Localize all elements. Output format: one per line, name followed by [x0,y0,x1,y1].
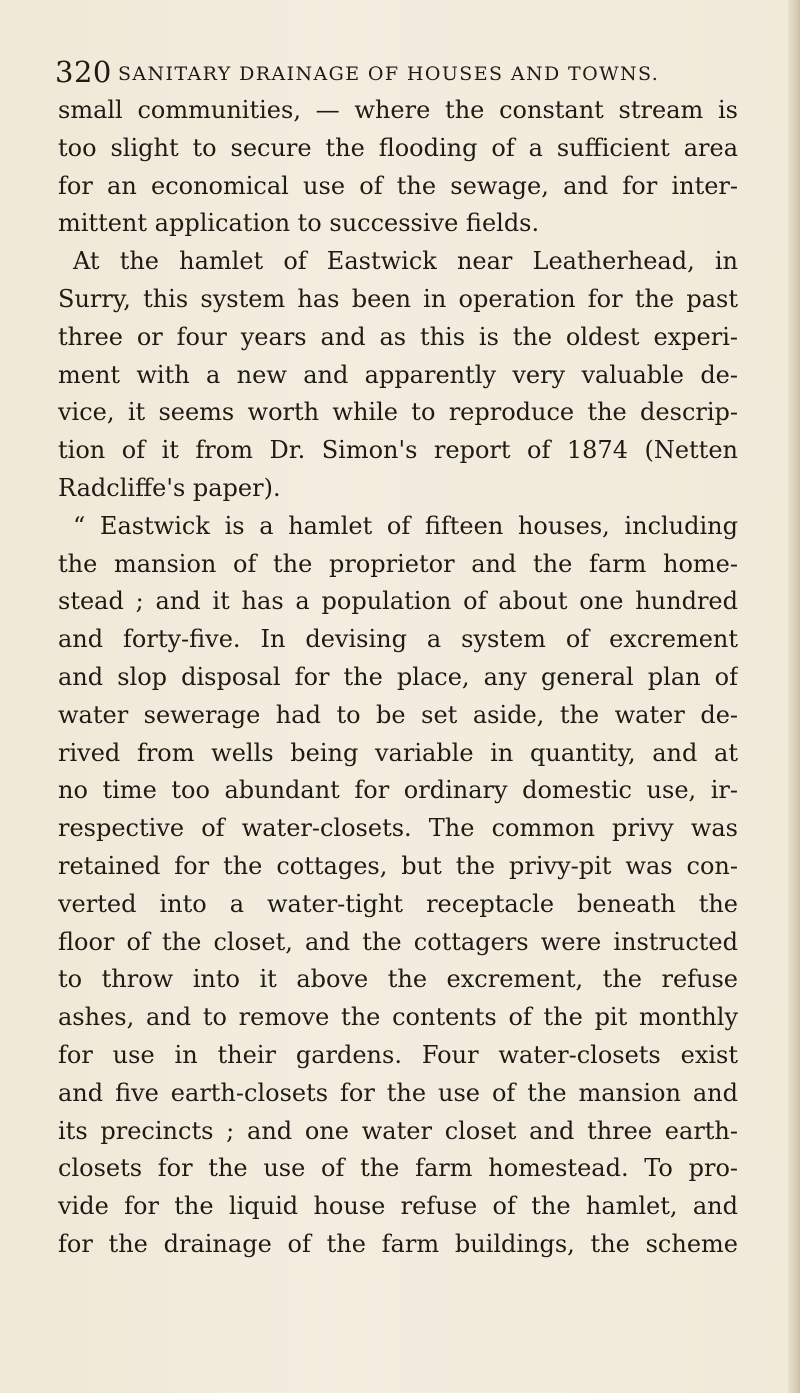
text-line: rived from wells being variable in quantity, and at [58,738,738,767]
text-line: Surry, this system has been in operation for the past [58,284,738,313]
text-line: water sewerage had to be set aside, the water de- [58,700,738,729]
text-line: stead ; and it has a population of about one hundred [58,587,738,616]
text-line: tion of it from Dr. Simon's report of 1874 (Netten [58,436,738,465]
text-line: for use in their gardens. Four water-closets exist [58,1040,738,1069]
page-edge [788,0,800,1393]
text-line: ment with a new and apparently very valuable de- [58,360,738,389]
text-line: closets for the use of the farm homestead. To pro- [58,1154,738,1183]
text-line: ashes, and to remove the contents of the pit monthly [58,1003,738,1032]
text-line: small communities, — where the constant stream is [58,96,738,124]
text-line: Radcliffe's paper). [58,473,281,502]
page-number: 320 [55,55,112,89]
text-line: and five earth-closets for the use of the mansion and [58,1078,738,1107]
text-line: too slight to secure the flooding of a sufficient area [58,133,738,162]
body-text [58,92,738,1312]
text-line: At the hamlet of Eastwick near Leatherhead, in [73,247,738,276]
text-line: its precincts ; and one water closet and three earth- [58,1116,738,1145]
text-line: respective of water-closets. The common privy was [58,814,738,843]
text-line: for an economical use of the sewage, and for inter- [58,171,738,200]
text-line: vide for the liquid house refuse of the hamlet, and [58,1192,738,1221]
text-line: verted into a water-tight receptacle beneath the [58,889,738,918]
text-line: three or four years and as this is the oldest experi- [58,322,738,351]
text-line: floor of the closet, and the cottagers were instructed [58,927,738,956]
text-line: no time too abundant for ordinary domestic use, ir- [58,776,738,805]
text-line: mittent application to successive fields. [58,209,540,238]
text-line: to throw into it above the excrement, the refuse [58,965,738,994]
page-header [55,52,735,92]
running-head: SANITARY DRAINAGE OF HOUSES AND TOWNS. [118,63,660,85]
text-line: retained for the cottages, but the privy-pit was con- [58,851,738,880]
text-line: and forty-five. In devising a system of excrement [58,625,738,654]
text-line: and slop disposal for the place, any general plan of [58,662,738,691]
text-line: vice, it seems worth while to reproduce the descrip- [58,398,738,427]
text-line: the mansion of the proprietor and the farm home- [58,549,738,578]
text-line: “ Eastwick is a hamlet of fifteen houses, including [73,511,738,540]
text-line: for the drainage of the farm buildings, the scheme [58,1229,738,1258]
